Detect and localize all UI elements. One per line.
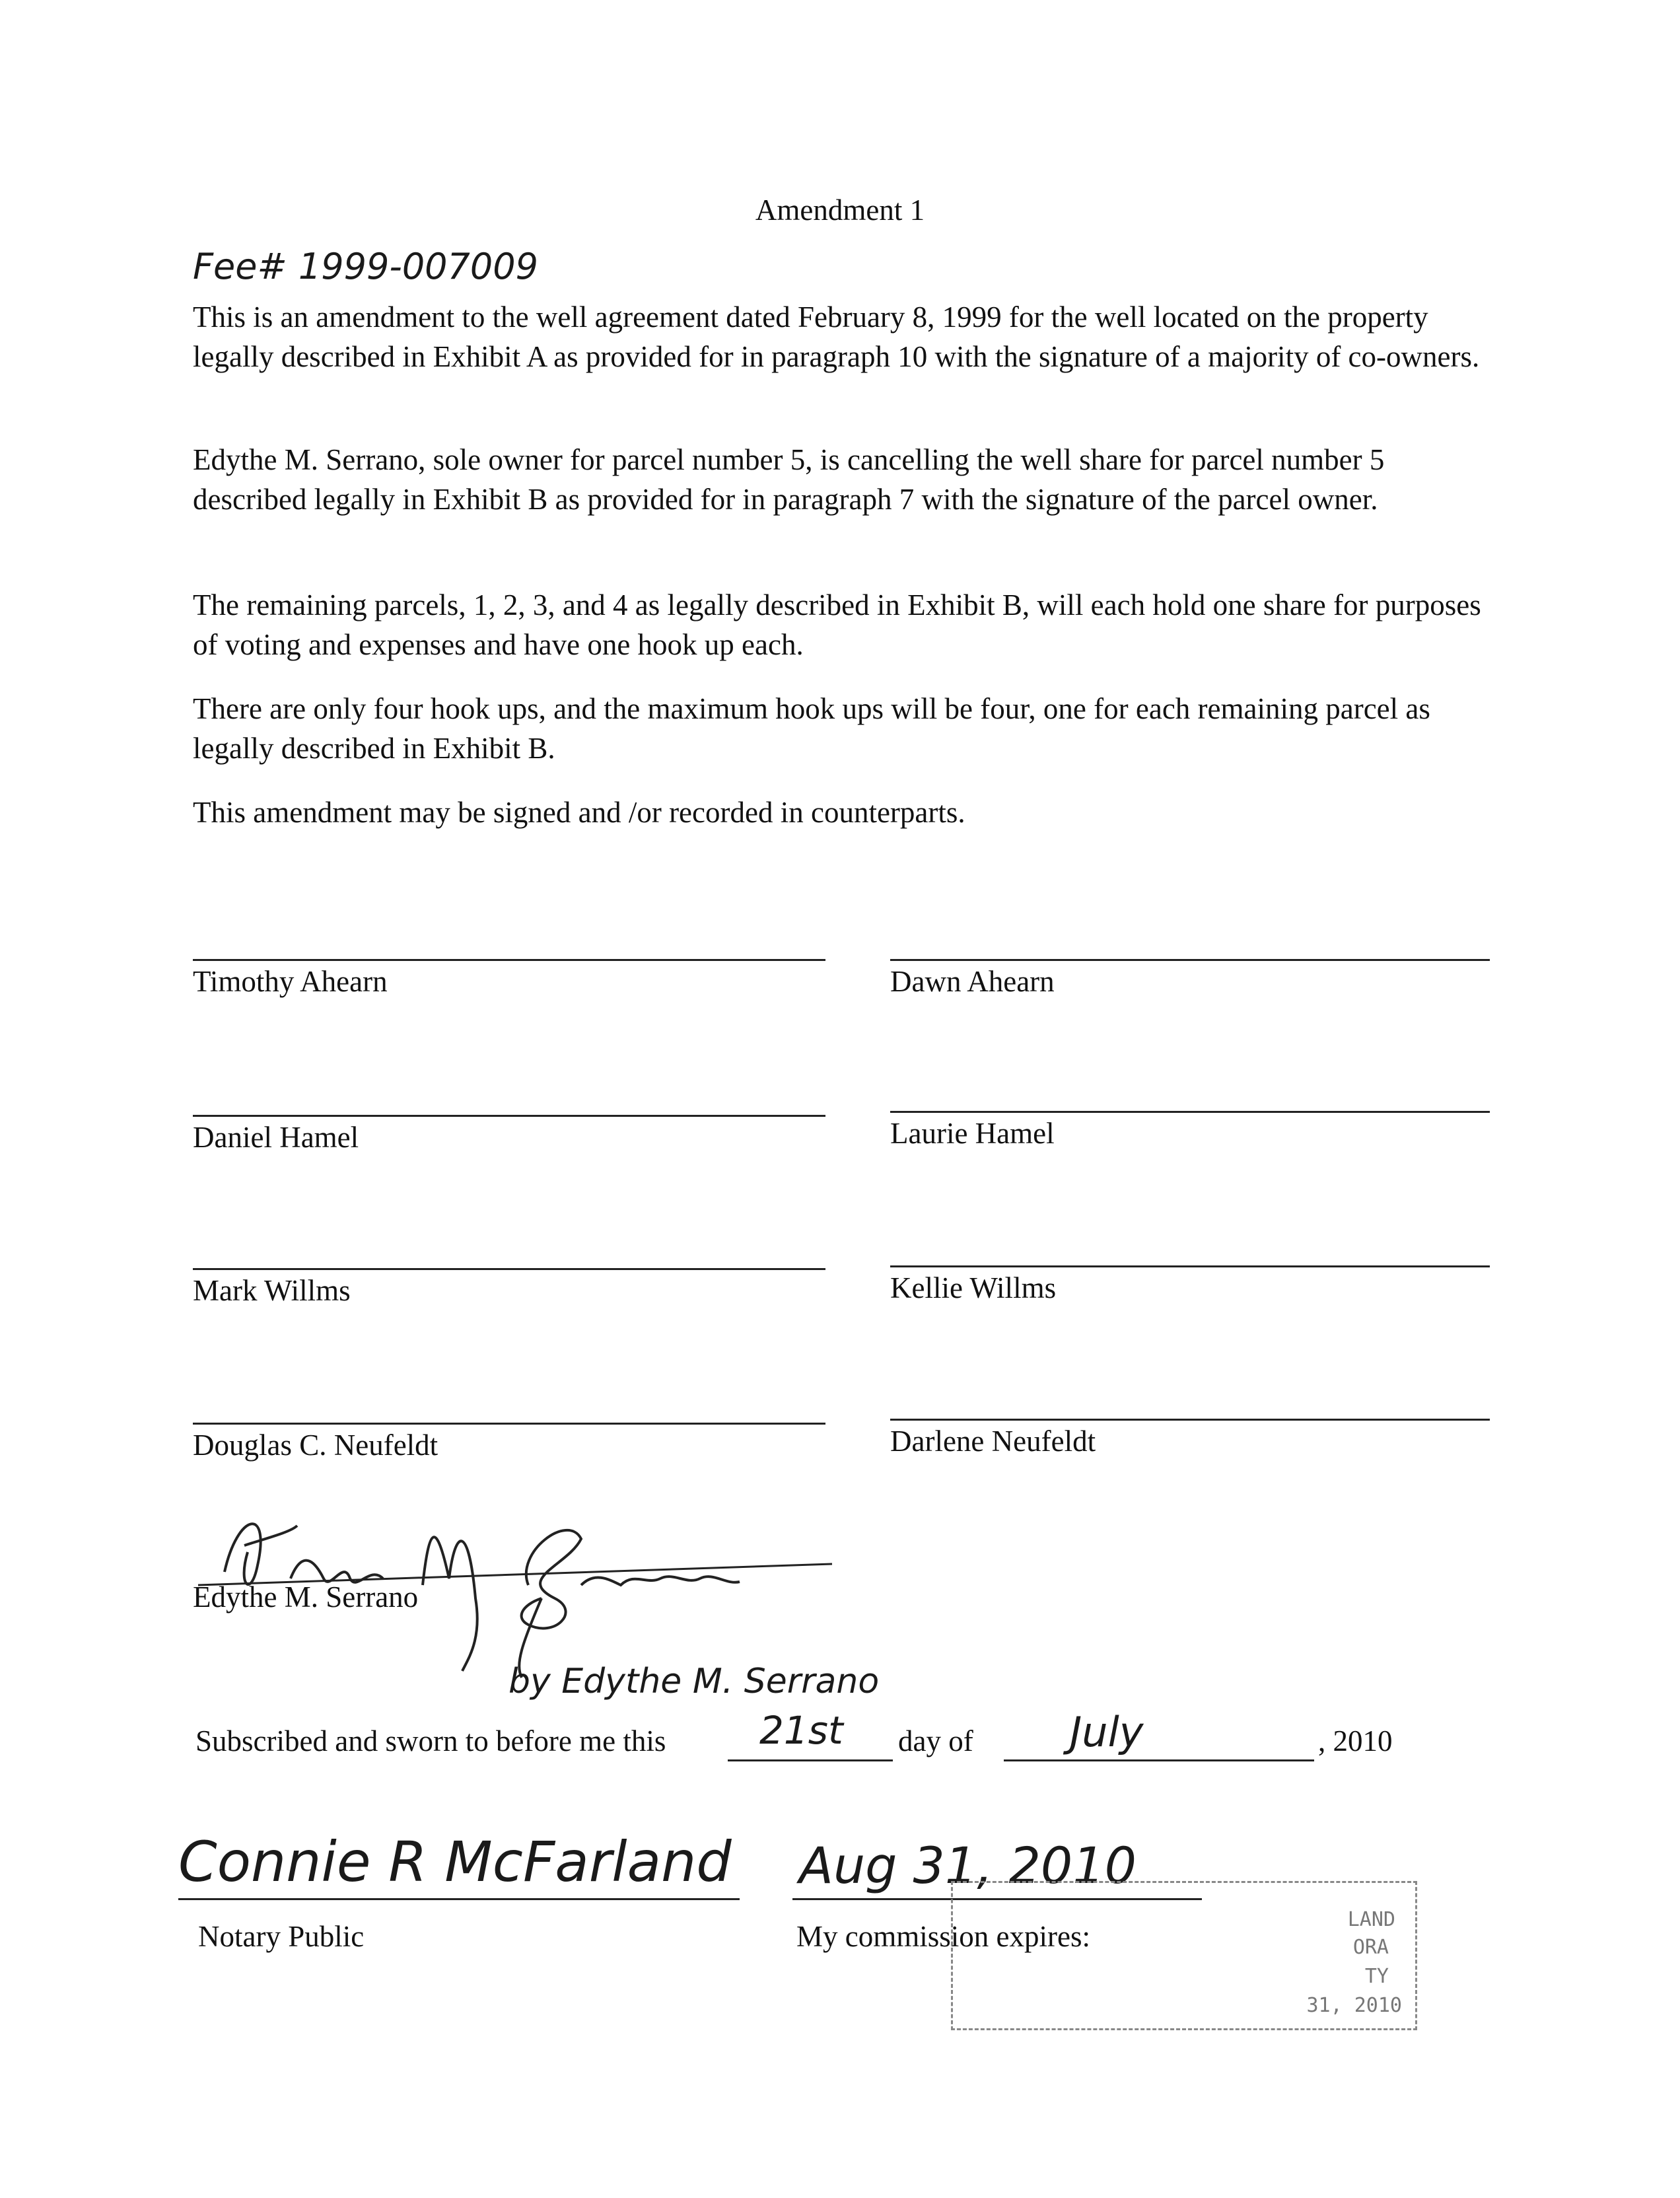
- commission-date: Aug 31, 2010: [799, 1836, 1137, 1895]
- signatory-name: Darlene Neufeldt: [890, 1425, 1096, 1458]
- signatory-name: Dawn Ahearn: [890, 965, 1055, 998]
- stamp-text: LAND: [1347, 1908, 1395, 1931]
- paragraph-3: The remaining parcels, 1, 2, 3, and 4 as legally described in Exhibit B, will each hold one share for purposes of voting and expenses and have one hook up each.: [193, 588, 1481, 661]
- signatory-name: Edythe M. Serrano: [193, 1580, 419, 1613]
- signatory-name: Daniel Hamel: [193, 1121, 359, 1154]
- notary-signature-line: [178, 1898, 740, 1900]
- fee-number-note: Fee# 1999-007009: [193, 246, 538, 287]
- notary-public-label: Notary Public: [198, 1920, 365, 1953]
- paragraph-5: This amendment may be signed and /or recorded in counterparts.: [193, 796, 965, 829]
- day-value: 21st: [759, 1708, 843, 1753]
- day-of-label: day of: [898, 1724, 973, 1757]
- stamp-text: TY: [1364, 1965, 1389, 1988]
- stamp-text: 31, 2010: [1306, 1994, 1402, 2017]
- paragraph-2: Edythe M. Serrano, sole owner for parcel number 5, is cancelling the well share for parcel number 5 described legally in Exhibit B as provided for in paragraph 7 with the signature of the parcel owner.: [193, 443, 1385, 516]
- signature-line: [890, 1265, 1490, 1267]
- signature-line: [193, 1423, 825, 1425]
- by-line-handwritten: by Edythe M. Serrano: [508, 1662, 880, 1701]
- commission-expires-label: My commission expires:: [796, 1920, 1090, 1953]
- signatory-name: Mark Willms: [193, 1274, 351, 1307]
- signatory-name: Douglas C. Neufeldt: [193, 1429, 438, 1462]
- day-blank-line: [728, 1759, 893, 1761]
- signature-line: [890, 1111, 1490, 1113]
- month-blank-line: [1004, 1759, 1314, 1761]
- month-value: July: [1070, 1708, 1144, 1756]
- stamp-text: ORA: [1352, 1936, 1389, 1959]
- document-title: Amendment 1: [755, 194, 925, 227]
- signature-line: [890, 959, 1490, 961]
- signatory-name: Laurie Hamel: [890, 1117, 1055, 1150]
- signatory-name: Kellie Willms: [890, 1271, 1057, 1304]
- signature-line: [890, 1419, 1490, 1421]
- sworn-statement-prefix: Subscribed and sworn to before me this: [195, 1724, 666, 1757]
- signature-line: [193, 1268, 825, 1270]
- signature-line: [193, 1115, 825, 1117]
- paragraph-4: There are only four hook ups, and the maximum hook ups will be four, one for each remaining parcel as legally described in Exhibit B.: [193, 692, 1430, 765]
- signatory-name: Timothy Ahearn: [193, 965, 388, 998]
- signature-line: [193, 959, 825, 961]
- paragraph-1: This is an amendment to the well agreement dated February 8, 1999 for the well located on the property legally described in Exhibit A as provided for in paragraph 10 with the signature of a majority of co-owners.: [193, 301, 1480, 373]
- notary-stamp: [951, 1881, 1417, 2030]
- year-label: , 2010: [1318, 1724, 1393, 1757]
- notary-signature: Connie R McFarland: [178, 1829, 732, 1894]
